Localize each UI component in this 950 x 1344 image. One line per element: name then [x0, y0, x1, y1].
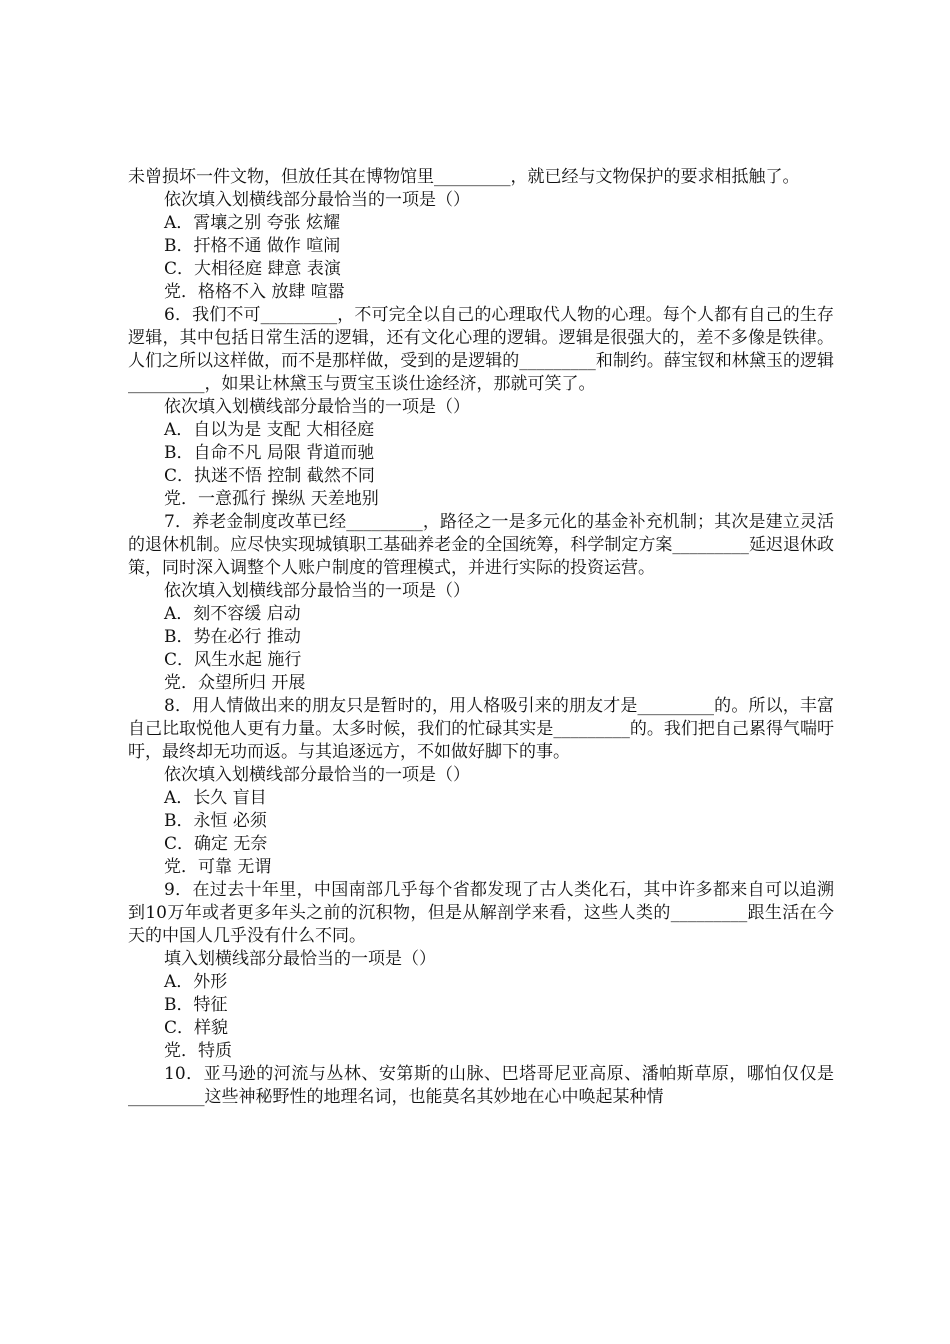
q9-option-d: 党．特质 — [164, 1041, 232, 1061]
q5-option-b: B．扞格不通 做作 喧闹 — [164, 236, 341, 256]
q10-text: 10．亚马逊的河流与丛林、安第斯的山脉、巴塔哥尼亚高原、潘帕斯草原，哪怕仅仅是_________这些神秘野性的地理名词，也能莫名其妙地在心中唤起某种情 — [128, 1064, 834, 1107]
q5-option-a: A．霄壤之别 夸张 炫耀 — [164, 213, 341, 233]
q9-option-c: C．样貌 — [164, 1018, 229, 1038]
q8-instruction: 依次填入划横线部分最恰当的一项是（） — [164, 765, 470, 785]
q9-text: 9．在过去十年里，中国南部几乎每个省都发现了古人类化石，其中许多都来自可以追溯到10万年或者更多年头之前的沉积物，但是从解剖学来看，这些人类的_________跟生活在今天的中国人几乎没有什么不同。 — [128, 880, 834, 946]
q9-option-a: A．外形 — [164, 972, 228, 992]
q9-instruction: 填入划横线部分最恰当的一项是（） — [164, 949, 436, 969]
q5-option-d: 党．格格不入 放肆 喧嚣 — [164, 282, 345, 302]
q7-option-d: 党．众望所归 开展 — [164, 673, 306, 693]
q6-instruction: 依次填入划横线部分最恰当的一项是（） — [164, 397, 470, 417]
q7-instruction: 依次填入划横线部分最恰当的一项是（） — [164, 581, 470, 601]
q7-option-b: B．势在必行 推动 — [164, 627, 301, 647]
q8-option-b: B．永恒 必须 — [164, 811, 267, 831]
q8-text: 8．用人情做出来的朋友只是暂时的，用人格吸引来的朋友才是_________的。所以，丰富自己比取悦他人更有力量。太多时候，我们的忙碌其实是_________的。我们把自己累得气喘吁吁，最终却无功而返。与其追逐远方，不如做好脚下的事。 — [128, 696, 834, 762]
q7-text: 7．养老金制度改革已经_________，路径之一是多元化的基金补充机制；其次是建立灵活的退休机制。应尽快实现城镇职工基础养老金的全国统筹，科学制定方案_________延迟退休政策，同时深入调整个人账户制度的管理模式，并进行实际的投资运营。 — [128, 512, 834, 578]
q5-instruction: 依次填入划横线部分最恰当的一项是（） — [164, 190, 470, 210]
q9-option-b: B．特征 — [164, 995, 228, 1015]
q8-option-d: 党．可靠 无谓 — [164, 857, 272, 877]
q6-option-a: A．自以为是 支配 大相径庭 — [164, 420, 375, 440]
q5-option-c: C．大相径庭 肆意 表演 — [164, 259, 341, 279]
q5-text-tail: 未曾损坏一件文物，但放任其在博物馆里_________，就已经与文物保护的要求相抵触了。 — [128, 167, 800, 187]
q8-option-a: A．长久 盲目 — [164, 788, 267, 808]
q6-text: 6．我们不可_________，不可完全以自己的心理取代人物的心理。每个人都有自己的生存逻辑，其中包括日常生活的逻辑，还有文化心理的逻辑。逻辑是很强大的，差不多像是铁律。人们之所以这样做，而不是那样做，受到的是逻辑的_________和制约。薛宝钗和林黛玉的逻辑_________，如果让林黛玉与贾宝玉谈仕途经济，那就可笑了。 — [128, 305, 834, 394]
q6-option-c: C．执迷不悟 控制 截然不同 — [164, 466, 375, 486]
q7-option-c: C．风生水起 施行 — [164, 650, 302, 670]
document-body — [128, 166, 834, 1109]
q8-option-c: C．确定 无奈 — [164, 834, 268, 854]
q6-option-d: 党．一意孤行 操纵 天差地别 — [164, 489, 379, 509]
q6-option-b: B．自命不凡 局限 背道而驰 — [164, 443, 375, 463]
q7-option-a: A．刻不容缓 启动 — [164, 604, 301, 624]
